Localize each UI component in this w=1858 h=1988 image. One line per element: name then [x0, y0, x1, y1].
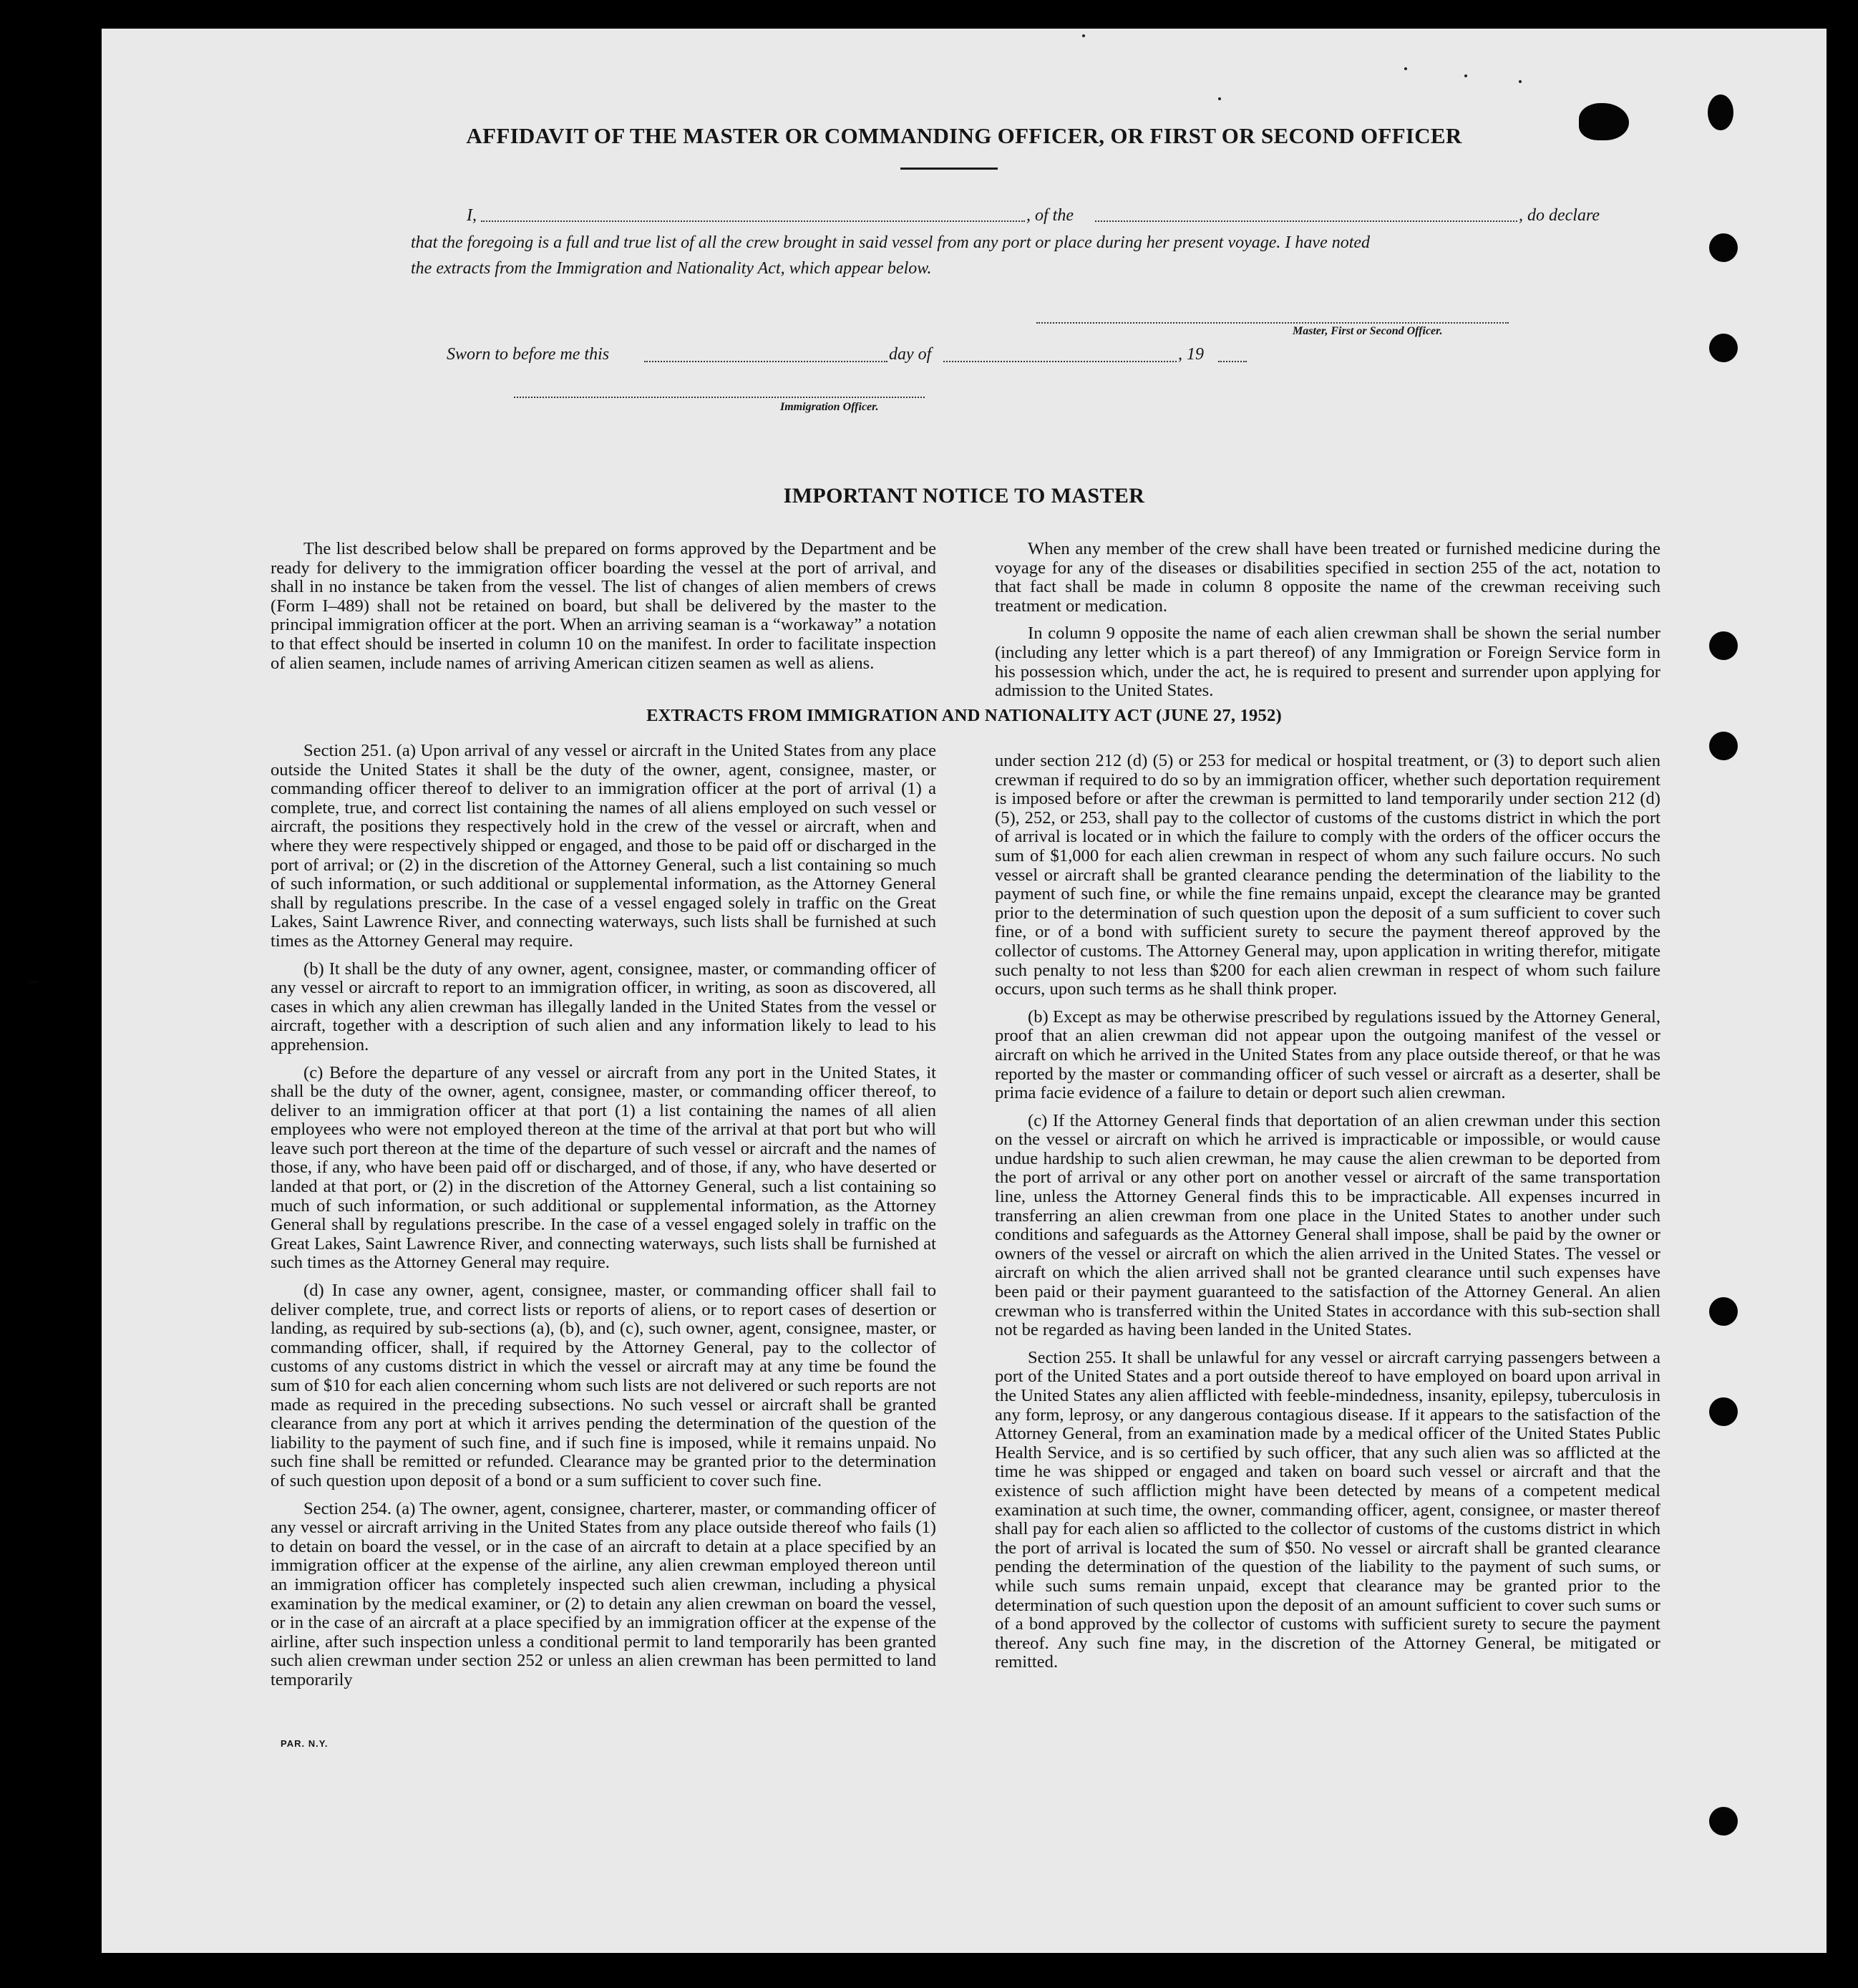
immigration-signature-field[interactable] — [514, 397, 925, 398]
notice-left-column — [271, 540, 936, 682]
section-255: Section 255. It shall be unlawful for any vessel or aircraft carrying passengers between a port of the United States and a port outside thereof to have employed on board upon arrival in the United States any alien afflicted with feeble-mindedness, insanity, epilepsy, tuberculosis in any form, leprosy, or any dangerous contagious disease. If it appears to the satisfaction of the Attorney General, from an examination made by a medical officer of the United States Public Health Service, and is so certified by such officer, that any such alien was so afflicted at the time he was shipped or engaged and taken on board such vessel or aircraft and that the existence of such affliction might have been detected by means of a competent medical examination at such time, the owner, commanding officer, agent, consignee, or master thereof shall pay for each alien so afflicted to the collector of customs of the customs district in which the port of arrival is located the sum of $50. No vessel or aircraft shall be granted clearance pending the determination of the question of the liability to the payment of such sums, or while such sums remain unpaid, except that clearance may be granted prior to the determination of such question upon the deposit of an amount sufficient to cover such sums or of a bond approved by the collector of customs with sufficient surety to secure the payment thereof. Any such fine may, in the discretion of the Attorney General, be mitigated or remitted. — [995, 1347, 1660, 1672]
speck — [1464, 74, 1467, 77]
extracts-left-column — [271, 742, 936, 1699]
speck — [1404, 67, 1407, 70]
section-254-c: (c) If the Attorney General finds that deportation of an alien crewman under this section on the vessel or aircraft on which he arrived is impracticable or impossible, or would cause undue hardship to such alien crewman, he may cause the alien crewman to be deported from the port of arrival or any other port on another vessel or aircraft of the same transportation line, unless the Attorney General finds this to be impracticable. All expenses incurred in transferring an alien crewman from one place in the United States to another under such conditions and safeguards as the Attorney General shall impose, shall be paid by the owner or owners of the vessel or aircraft on which the alien arrived in the United States. The vessel or aircraft on which the alien arrived shall not be granted clearance until such expenses have been paid or their payment guaranteed to the satisfaction of the Attorney General. An alien crewman who is transferred within the United States in accordance with this sub-section shall not be regarded as having been landed in the United States. — [995, 1110, 1660, 1340]
notice-heading: IMPORTANT NOTICE TO MASTER — [783, 484, 1145, 508]
title-rule — [900, 168, 998, 170]
section-254-b: (b) Except as may be otherwise prescribed by regulations issued by the Attorney General, proof that an alien crewman did not appear upon the outgoing manifest of the vessel or aircraft on which he arrived in the United States from any place outside thereof, or that he was reported by the master or commanding officer of such vessel or aircraft as a deserter, shall be prima facie evidence of a failure to detain or deport such alien crewman. — [995, 1007, 1660, 1103]
ink-blot — [1579, 103, 1629, 140]
section-254-a: Section 254. (a) The owner, agent, consignee, charterer, master, or commanding officer of any vessel or aircraft arriving in the United States from any place outside thereof who fails (1) to detain on board the vessel, or in the case of an aircraft to detain at a place specified by an immigration officer at the expense of the airline, any alien crewman employed thereon until an immigration officer has completely inspected such alien crewman, including a physical examination by the medical examiner, or (2) to detain any alien crewman on board the vessel, or in the case of an aircraft at a place specified by an immigration officer at the expense of the airline, after such inspection unless a conditional permit to land temporarily has been granted such alien crewman under section 252 or unless an alien crewman has been permitted to land temporarily — [271, 1498, 936, 1689]
affidavit-title: AFFIDAVIT OF THE MASTER OR COMMANDING OFFICER, OR FIRST OR SECOND OFFICER — [466, 123, 1462, 148]
sworn-prefix: Sworn to before me this — [447, 345, 610, 364]
speck — [1082, 34, 1085, 37]
section-251-a: Section 251. (a) Upon arrival of any vessel or aircraft in the United States from any place outside the United States it shall be the duty of the owner, agent, consignee, master, or commanding officer thereof to deliver to an immigration officer at the port of arrival (1) a complete, true, and correct list containing the names of all aliens employed on such vessel or aircraft, the positions they respectively hold in the crew of the vessel or aircraft, when and where they were respectively shipped or engaged, and those to be paid off or discharged in the port of arrival; or (2) in the discretion of the Attorney General, such a list containing so much of such information, or such additional or supplemental information, as the Attorney General shall by regulations prescribe. In the case of a vessel engaged solely in traffic on the Great Lakes, Saint Lawrence River, and connecting waterways, such lists shall be furnished at such times as the Attorney General may require. — [271, 741, 936, 951]
immigration-caption: Immigration Officer. — [780, 401, 879, 413]
name-field[interactable] — [481, 220, 1025, 222]
ink-blot — [1708, 94, 1733, 130]
sworn-day-of: day of — [889, 345, 932, 364]
master-signature-field[interactable] — [1036, 322, 1509, 324]
punch-hole — [1709, 1807, 1738, 1836]
printer-mark: PAR. N.Y. — [281, 1738, 329, 1749]
section-251-b: (b) It shall be the duty of any owner, agent, consignee, master, or commanding officer of any vessel or aircraft to report to an immigration officer, in writing, as soon as discovered, all cases in which any alien crewman has illegally landed in the United States from the vessel or aircraft, together with a description of such alien and any information likely to lead to his apprehension. — [271, 959, 936, 1054]
section-251-d: (d) In case any owner, agent, consignee, master, or commanding officer shall fail to deliver complete, true, and correct lists or reports of aliens, or to report cases of desertion or landing, as required by sub-sections (a), (b), and (c), such owner, agent, consignee, master, or commanding officer, shall, if required by the Attorney General, pay to the collector of customs of any customs district in which the vessel or aircraft may at any time be found the sum of $10 for each alien concerning whom such lists are not delivered or such reports are not made as required in the preceding subsections. No such vessel or aircraft shall be granted clearance from any port at which it arrives pending the determination of the question of the liability to the payment of such fine, and if such fine is imposed, while it remains unpaid. No such fine shall be remitted or refunded. Clearance may be granted prior to the determination of such question upon deposit of a bond or a sum sufficient to cover such fine. — [271, 1281, 936, 1490]
section-254-a-continued: under section 212 (d) (5) or 253 for medical or hospital treatment, or (3) to deport such alien crewman if required to do so by an immigration officer, whether such deportation requirement is imposed before or after the crewman is permitted to land temporarily under section 212 (d) (5), 252, or 253, shall pay to the collector of customs of the customs district in which the port of arrival is located or in which the failure to comply with the orders of the officer occurs the sum of $1,000 for each alien crewman in respect of whom any such failure occurs. No such vessel or aircraft shall be granted clearance pending the determination of the liability to the payment of such fine, or while the fine remains unpaid, except the clearance may be granted prior to the determination of such question upon the deposit of a sum sufficient to cover such fine, or of a bond with sufficient surety to secure the payment thereof approved by the collector of customs. The Attorney General may, upon application in writing therefor, mitigate such penalty to not less than $200 for each alien crewman in respect of whom such failure occurs, upon such terms as he shall think proper. — [995, 751, 1660, 999]
declaration-do-declare: , do declare — [1519, 206, 1600, 225]
speck — [1519, 80, 1522, 83]
declaration-of-the: , of the — [1026, 206, 1074, 225]
extracts-heading: EXTRACTS FROM IMMIGRATION AND NATIONALITY ACT (JUNE 27, 1952) — [646, 706, 1282, 725]
declaration-line-1: that the foregoing is a full and true list of all the crew brought in said vessel from any port or place during her present voyage. I have noted — [411, 233, 1371, 252]
sworn-month-field[interactable] — [943, 361, 1177, 362]
notice-left-paragraph: The list described below shall be prepared on forms approved by the Department and be ready for delivery to the immigration officer boarding the vessel at the port of arrival, and shall in no instance be taken from the vessel. The list of changes of alien members of crews (Form I–489) shall not be retained on board, but shall be delivered by the master to the principal immigration officer at the port. When an arriving seaman is a “workaway” a notation to that effect should be inserted in column 10 on the manifest. In order to facilitate inspection of alien seamen, include names of arriving American citizen seamen as well as aliens. — [271, 539, 936, 673]
notice-right-column — [995, 540, 1660, 709]
sworn-year: , 19 — [1178, 345, 1204, 364]
vessel-field[interactable] — [1095, 220, 1517, 222]
punch-hole — [1709, 233, 1738, 262]
punch-hole — [1709, 1397, 1738, 1426]
declaration-line-2: the extracts from the Immigration and Nationality Act, which appear below. — [411, 259, 932, 278]
punch-hole — [1709, 631, 1738, 660]
sworn-day-field[interactable] — [644, 361, 887, 362]
edge-mark — [29, 981, 39, 984]
notice-right-paragraph-1: When any member of the crew shall have been treated or furnished medicine during the voyage for any of the diseases or disabilities specified in section 255 of the act, notation to that fact shall be made in column 8 opposite the name of the crewman receiving such treatment or medication. — [995, 539, 1660, 616]
speck — [1218, 97, 1221, 100]
form-page — [102, 29, 1827, 1953]
declaration-i: I, — [467, 206, 477, 225]
punch-hole — [1709, 334, 1738, 362]
punch-hole — [1709, 732, 1738, 760]
extracts-right-column — [995, 752, 1660, 1681]
master-caption: Master, First or Second Officer. — [1293, 325, 1443, 337]
section-251-c: (c) Before the departure of any vessel or aircraft from any port in the United States, it shall be the duty of the owner, agent, consignee, master, or commanding officer thereof, to deliver to an immigration officer at that port (1) a list containing the names of all alien employees who were not employed thereon at the time of the arrival at that port but who will leave such port thereon at the time of the departure of such vessel or aircraft and the names of those, if any, who have been paid off or discharged, and of those, if any, who have deserted or landed at that port, or (2) in the discretion of the Attorney General, such a list containing so much of such information, or such additional or supplemental information, as the Attorney General shall by regulations prescribe. In the case of a vessel engaged solely in traffic on the Great Lakes, Saint Lawrence River, and connecting waterways, such lists shall be furnished at such times as the Attorney General may require. — [271, 1062, 936, 1273]
notice-right-paragraph-2: In column 9 opposite the name of each alien crewman shall be shown the serial number (including any letter which is a part thereof) of any Immigration or Foreign Service form in his possession which, under the act, he is required to present and surrender upon applying for admission to the United States. — [995, 624, 1660, 701]
sworn-year-field[interactable] — [1218, 361, 1247, 362]
punch-hole — [1709, 1297, 1738, 1326]
